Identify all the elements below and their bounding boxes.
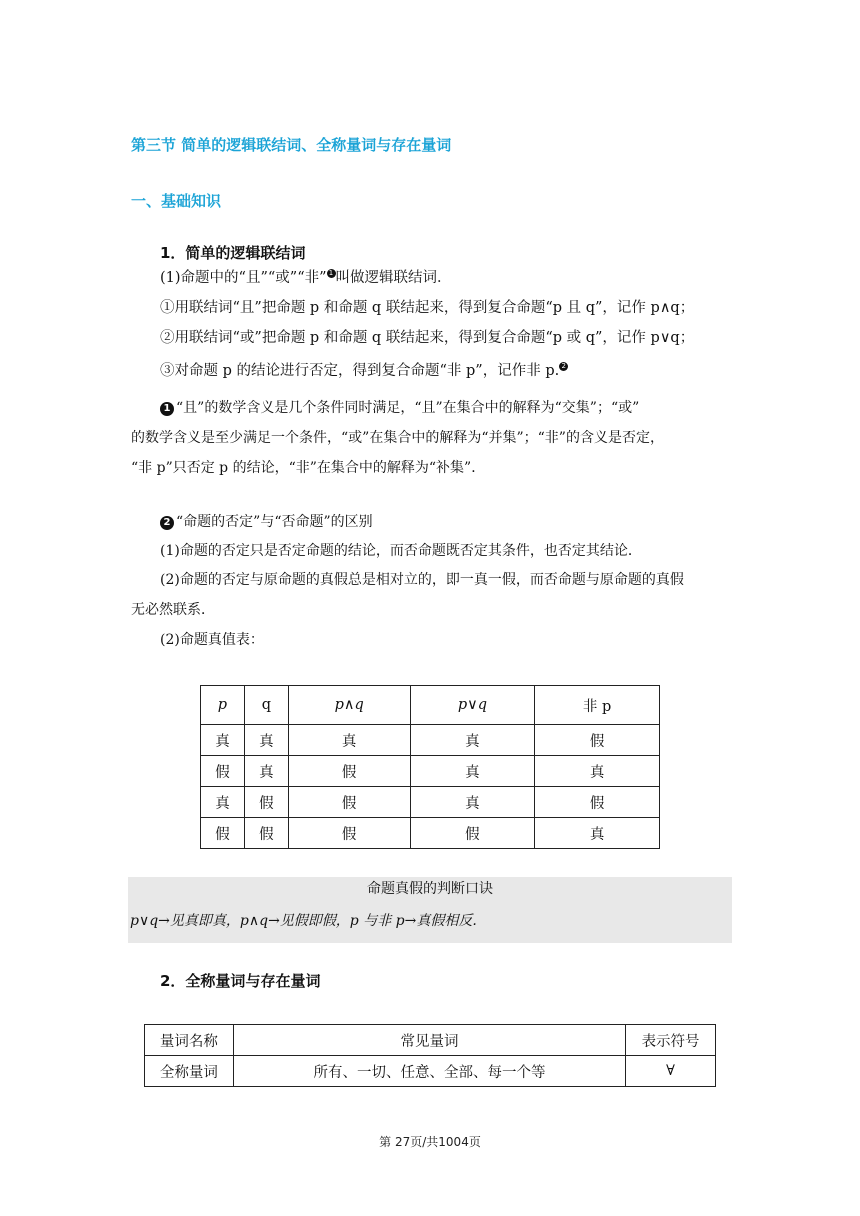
table-cell: 假 — [288, 818, 410, 849]
table-cell: 真 — [535, 818, 660, 849]
note2-marker: 2 — [160, 516, 174, 530]
table-header-row — [201, 686, 660, 725]
table-cell: 真 — [535, 756, 660, 787]
table-cell: 真 — [288, 725, 410, 756]
table-cell: 假 — [410, 818, 535, 849]
note1-line1 — [160, 398, 639, 418]
table-cell: 假 — [288, 756, 410, 787]
item1-line1-text: (1)命题中的“且”“或”“非” — [160, 270, 327, 286]
table-cell: 假 — [535, 725, 660, 756]
table-cell: 假 — [244, 818, 288, 849]
note1-marker: 1 — [160, 402, 174, 416]
table-row — [201, 725, 660, 756]
table-cell: 真 — [410, 725, 535, 756]
table-header-row — [145, 1025, 716, 1056]
note2-line2: (2)命题的否定与原命题的真假总是相对立的，即一真一假，而否命题与原命题的真假 — [160, 572, 684, 588]
table-cell: 假 — [201, 756, 245, 787]
item1-line4-text: ③对命题 p 的结论进行否定，得到复合命题“非 p”，记作非 p. — [160, 363, 560, 379]
table-cell: 假 — [288, 787, 410, 818]
item1-line3: ②用联结词“或”把命题 p 和命题 q 联结起来，得到复合命题“p 或 q”，记作 p∨q； — [160, 330, 695, 346]
quantifier-table — [144, 1024, 716, 1087]
item2-heading: 2．全称量词与存在量词 — [160, 972, 321, 990]
table-cell: 全称量词 — [145, 1056, 234, 1087]
header-cell: q — [244, 686, 288, 725]
note1-line1-text: “且”的数学含义是几个条件同时满足，“且”在集合中的解释为“交集”；“或” — [176, 400, 640, 416]
table-cell: ∀ — [626, 1056, 716, 1087]
table-cell: 真 — [244, 756, 288, 787]
header-cell: 常见量词 — [233, 1025, 625, 1056]
header-cell: 量词名称 — [145, 1025, 234, 1056]
header-cell: 非 p — [535, 686, 660, 725]
note2-line1: (1)命题的否定只是否定命题的结论，而否命题既否定其条件，也否定其结论． — [160, 543, 642, 559]
table-row — [201, 756, 660, 787]
part-heading: 一、基础知识 — [131, 192, 222, 210]
table-cell: 真 — [201, 787, 245, 818]
note2-title-text: “命题的否定”与“否命题”的区别 — [176, 514, 373, 530]
table-cell: 假 — [201, 818, 245, 849]
footnote-mark-1: 1 — [327, 269, 336, 278]
table-cell: 假 — [535, 787, 660, 818]
table-cell: 真 — [410, 787, 535, 818]
header-cell: p∧q — [288, 686, 410, 725]
item1-line1 — [160, 268, 452, 288]
table-row — [201, 818, 660, 849]
note2-line4: (2)命题真值表： — [160, 632, 264, 648]
rule-box — [128, 877, 732, 943]
page-footer: 第 27页/共1004页 — [379, 1135, 481, 1149]
table-cell: 真 — [410, 756, 535, 787]
header-cell: p — [201, 686, 245, 725]
note1-line3: “非 p”只否定 p 的结论，“非”在集合中的解释为“补集”． — [131, 460, 486, 476]
footnote-mark-2: 2 — [559, 362, 568, 371]
rule-box-text: p∨q→见真即真，p∧q→见假即假，p 与非 p→真假相反. — [130, 913, 477, 929]
item1-line1-end: 叫做逻辑联结词． — [335, 270, 452, 286]
item1-line4 — [160, 361, 568, 381]
note2-title — [160, 512, 373, 532]
header-cell: 表示符号 — [626, 1025, 716, 1056]
truth-table — [200, 685, 660, 849]
item1-heading: 1．简单的逻辑联结词 — [160, 244, 306, 262]
rule-box-title: 命题真假的判断口诀 — [367, 881, 493, 897]
note1-line2: 的数学含义是至少满足一个条件，“或”在集合中的解释为“并集”；“非”的含义是否定， — [131, 430, 664, 446]
section-title: 第三节 简单的逻辑联结词、全称量词与存在量词 — [131, 136, 452, 154]
table-row — [201, 787, 660, 818]
note2-line3: 无必然联系． — [131, 602, 215, 618]
header-cell: p∨q — [410, 686, 535, 725]
table-cell: 假 — [244, 787, 288, 818]
table-cell: 真 — [244, 725, 288, 756]
table-cell: 所有、一切、任意、全部、每一个等 — [233, 1056, 625, 1087]
table-cell: 真 — [201, 725, 245, 756]
item1-line2: ①用联结词“且”把命题 p 和命题 q 联结起来，得到复合命题“p 且 q”，记作 p∧q； — [160, 300, 695, 316]
table-row — [145, 1056, 716, 1087]
